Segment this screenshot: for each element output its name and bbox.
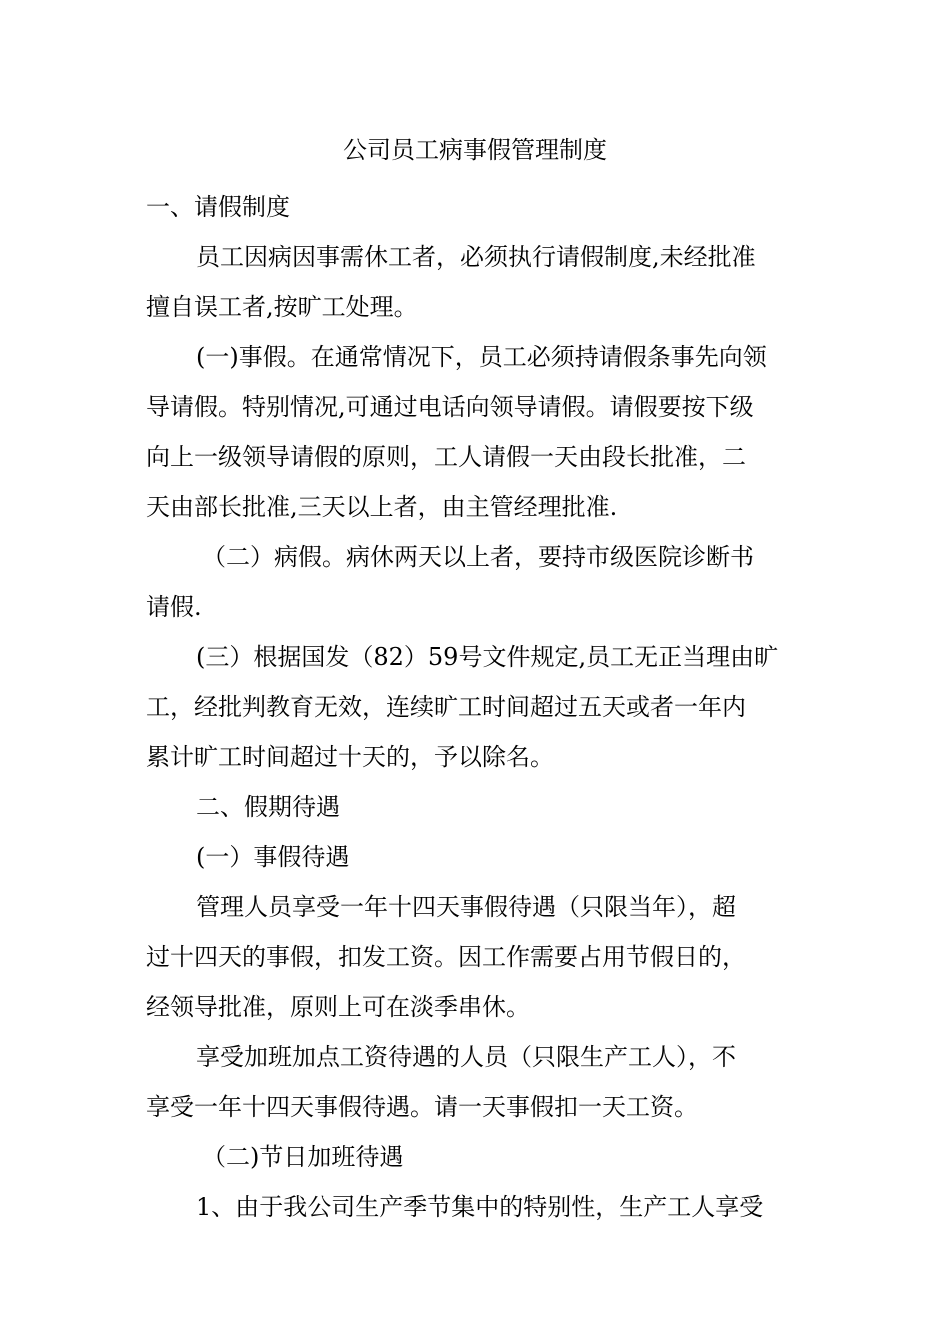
section-heading-leave-benefits: 二、假期待遇 [196,793,340,821]
paragraph-line: (三）根据国发（82）59号文件规定,员工无正当理由旷 [196,643,779,671]
document-body [146,182,806,1232]
paragraph-line: 享受一年十四天事假待遇。请一天事假扣一天工资。 [146,1093,698,1121]
paragraph-line: 1、由于我公司生产季节集中的特别性，生产工人享受 [196,1193,764,1221]
document-title: 公司员工病事假管理制度 [343,136,607,164]
paragraph-line: 天由部长批准,三天以上者，由主管经理批准. [146,493,618,521]
paragraph-line: 管理人员享受一年十四天事假待遇（只限当年），超 [196,893,736,921]
paragraph-line: 工，经批判教育无效，连续旷工时间超过五天或者一年内 [146,693,746,721]
paragraph-line: 累计旷工时间超过十天的，予以除名。 [146,743,554,771]
paragraph-line: 擅自误工者,按旷工处理。 [146,293,418,321]
paragraph-line: 员工因病因事需休工者，必须执行请假制度,未经批准 [196,243,756,271]
section-heading-leave-system: 一、请假制度 [146,193,290,221]
paragraph-line: （二）病假。病休两天以上者，要持市级医院诊断书 [202,543,754,571]
paragraph-line: 导请假。特别情况,可通过电话向领导请假。请假要按下级 [146,393,754,421]
paragraph-line: 请假. [146,593,202,621]
paragraph-line: 经领导批准，原则上可在淡季串休。 [146,993,530,1021]
paragraph-line: (一)事假。在通常情况下，员工必须持请假条事先向领 [196,343,767,371]
paragraph-line: 过十四天的事假，扣发工资。因工作需要占用节假日的， [146,943,746,971]
subsection-heading: (一）事假待遇 [196,843,350,871]
paragraph-line: 向上一级领导请假的原则，工人请假一天由段长批准，二 [146,443,746,471]
paragraph-line: 享受加班加点工资待遇的人员（只限生产工人），不 [196,1043,736,1071]
subsection-heading: （二)节日加班待遇 [202,1143,404,1171]
